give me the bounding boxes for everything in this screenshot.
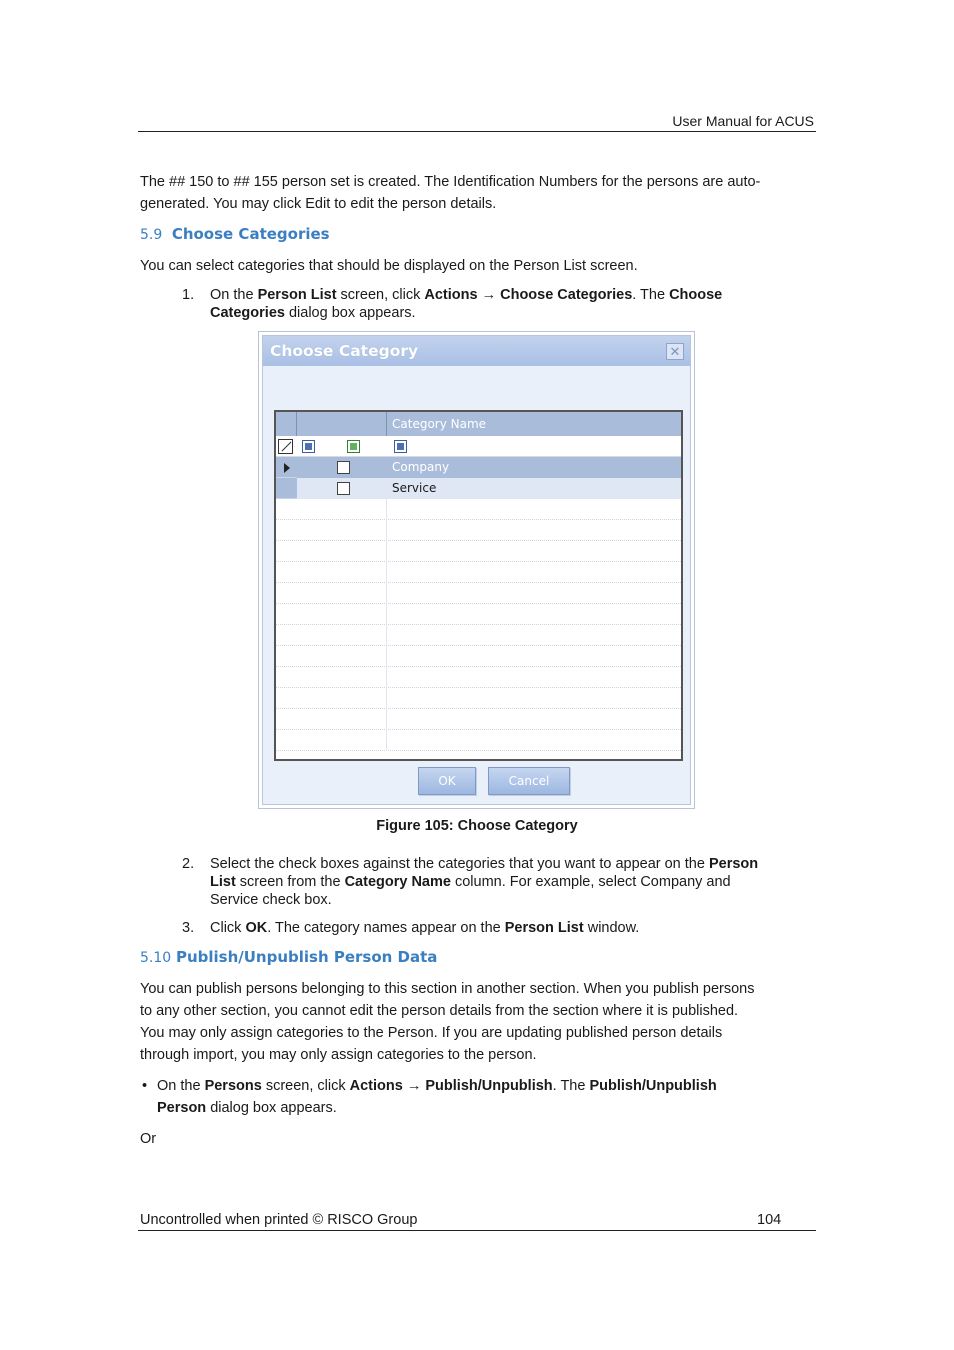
choose-category-dialog <box>262 335 691 805</box>
page-header <box>138 112 816 132</box>
dialog-title-bar <box>263 336 690 366</box>
current-row-arrow-icon <box>284 463 290 473</box>
bullet-icon: • <box>142 1078 148 1094</box>
section-number: 5.10 <box>140 950 172 966</box>
bullet-item <box>140 1075 812 1119</box>
figure-frame <box>258 331 695 809</box>
empty-row <box>276 667 681 688</box>
empty-row <box>276 709 681 730</box>
intro-line-2: generated. You may click Edit to edit the person details. <box>140 196 497 212</box>
intro-paragraph <box>140 171 810 215</box>
select-all-checkbox[interactable] <box>347 440 360 453</box>
category-checkbox[interactable] <box>337 461 350 474</box>
filter-row <box>276 436 681 457</box>
intro-line-1: The ## 150 to ## 155 person set is created. The Identification Numbers for the persons are auto- <box>140 174 761 190</box>
table-row[interactable] <box>276 478 681 499</box>
section-lead: You can select categories that should be displayed on the Person List screen. <box>140 258 638 274</box>
empty-row <box>276 541 681 562</box>
category-name-cell: Service <box>392 481 437 495</box>
empty-row <box>276 688 681 709</box>
step-number: 2. <box>182 856 195 872</box>
empty-row <box>276 562 681 583</box>
close-icon[interactable]: ✕ <box>666 343 684 360</box>
step-text: On the Person List screen, click Actions → Choose Categories. The Choose Categories dialog box appears. <box>210 287 723 321</box>
empty-row <box>276 730 681 751</box>
empty-row <box>276 520 681 541</box>
publish-paragraph: You can publish persons belonging to this section in another section. When you publish persons to any other section, you cannot edit the person details from the section where it is published. You may only assign categories to the Person. If you are updating published person details through import, you may only assign categories to the person. <box>140 981 755 1063</box>
filter-checkbox[interactable] <box>302 440 315 453</box>
empty-row <box>276 646 681 667</box>
empty-row <box>276 625 681 646</box>
category-grid <box>274 410 683 761</box>
figure-caption: Figure 105: Choose Category <box>376 818 578 834</box>
table-row[interactable] <box>276 457 681 478</box>
row-selector[interactable] <box>276 478 297 499</box>
section-title: Choose Categories <box>171 225 330 243</box>
category-name-cell: Company <box>392 460 450 474</box>
category-checkbox[interactable] <box>337 482 350 495</box>
step-number: 3. <box>182 920 195 936</box>
manual-title: User Manual for ACUS <box>672 113 814 129</box>
empty-row <box>276 604 681 625</box>
column-header-category-name[interactable]: Category Name <box>392 417 487 431</box>
header-checkbox-cell <box>297 412 387 436</box>
or-text: Or <box>140 1131 157 1147</box>
page-footer <box>138 1211 816 1231</box>
grid-header <box>276 412 681 436</box>
page-number: 104 <box>757 1212 782 1228</box>
row-selector[interactable] <box>276 457 297 478</box>
bullet-text: On the Persons screen, click Actions → Publish/Unpublish. The Publish/Unpublish Person dialog box appears. <box>157 1078 717 1116</box>
empty-row <box>276 499 681 520</box>
step-number: 1. <box>182 287 195 303</box>
footer-copyright: Uncontrolled when printed © RISCO Group <box>140 1212 418 1228</box>
step-text: Select the check boxes against the categories that you want to appear on the Person List screen from the Category Name column. For example, select Company and Service check box. <box>210 856 759 908</box>
step-1 <box>182 286 812 322</box>
header-selector-cell <box>276 412 297 436</box>
ok-button[interactable]: OK <box>418 767 476 795</box>
section-title: Publish/Unpublish Person Data <box>175 948 438 966</box>
step-2 <box>182 855 812 909</box>
name-filter-checkbox[interactable] <box>394 440 407 453</box>
step-3 <box>182 919 812 937</box>
step-text: Click OK. The category names appear on the Person List window. <box>210 920 640 936</box>
dialog-title: Choose Category <box>270 342 419 360</box>
section-number: 5.9 <box>140 227 163 243</box>
cancel-button[interactable]: Cancel <box>488 767 570 795</box>
section-heading-5-9 <box>140 225 330 243</box>
section-heading-5-10 <box>140 948 437 966</box>
filter-icon[interactable] <box>278 439 293 454</box>
empty-row <box>276 583 681 604</box>
